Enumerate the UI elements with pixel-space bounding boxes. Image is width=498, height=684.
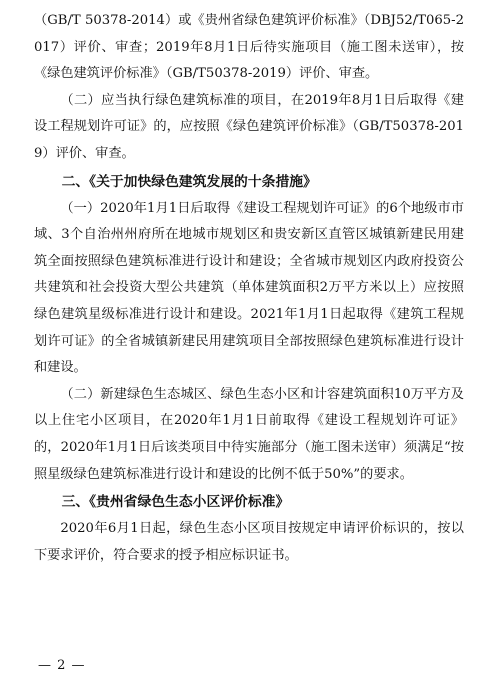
- section-heading-2: 二、《关于加快绿色建筑发展的十条措施》: [61, 173, 317, 190]
- paragraph-continuation: （GB/T 50378-2014）或《贵州省绿色建筑评价标准》（DBJ52/T065-2017）评价、审查；2019年8月1日后待实施项目（施工图未送审），按《绿色建筑评价标准》（GB/T50378-2019）评价、审查。: [34, 13, 464, 82]
- paragraph-measure-1: （一）2020年1月1日后取得《建设工程规划许可证》的6个地级市市域、3个自治州州府所在地城市规划区和贵安新区直管区城镇新建民用建筑全面按照绿色建筑标准进行设计和建设；全省城市规划区内政府投资公共建筑和社会投资大型公共建筑（单体建筑面积2万平方米以上）应按照绿色建筑星级标准进行设计和建设。2021年1月1日起取得《建筑工程规划许可证》的全省城镇新建民用建筑项目全部按照绿色建筑标准进行设计和建设。: [34, 200, 464, 376]
- paragraph-item-2: （二）应当执行绿色建筑标准的项目，在2019年8月1日后取得《建设工程规划许可证》的，应按照《绿色建筑评价标准》（GB/T50378-2019）评价、审查。: [34, 92, 464, 161]
- paragraph-eco-community: 2020年6月1日起，绿色生态小区项目按规定申请评价标识的，按以下要求评价，符合要求的授予相应标识证书。: [34, 521, 464, 563]
- section-heading-3: 三、《贵州省绿色生态小区评价标准》: [61, 494, 290, 511]
- paragraph-measure-2: （二）新建绿色生态城区、绿色生态小区和计容建筑面积10万平方及以上住宅小区项目，在2020年1月1日前取得《建设工程规划许可证》的，2020年1月1日后该类项目中待实施部分（施工图未送审）须满足“按照星级绿色建筑标准进行设计和建设的比例不低于50%”的要求。: [34, 386, 464, 482]
- page-number: — 2 —: [38, 658, 86, 673]
